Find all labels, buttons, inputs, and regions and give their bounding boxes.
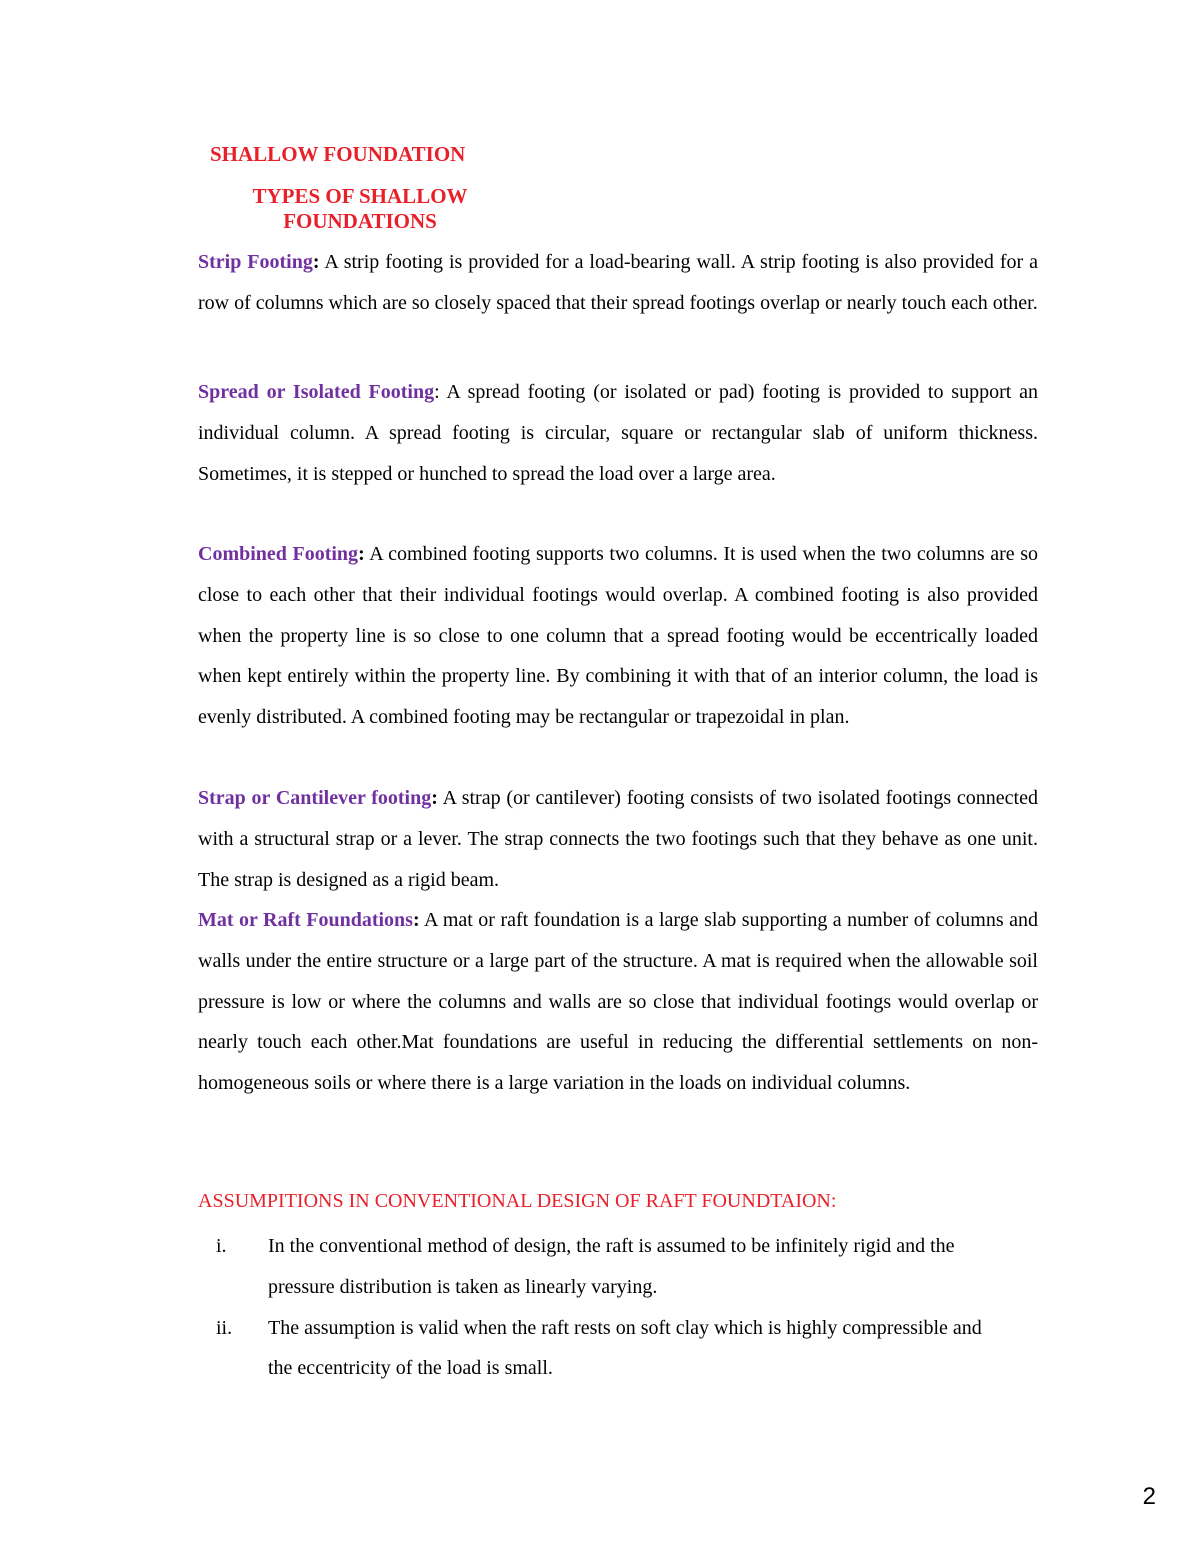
list-marker: ii. [216,1316,233,1339]
section-text: A mat or raft foundation is a large slab supporting a number of columns and walls under the entire structure or a large part of the structure. A mat is required when the allowable soil pressure is low or where the columns and walls are so close that individual footings would overlap or nearly touch each other.Mat foundations are useful in reducing the differential settlements on non-homogeneous soils or where there is a large variation in the loads on individual columns. [198,909,1038,1095]
list-item-text: In the conventional method of design, the raft is assumed to be infinitely rigid and the pressure distribution is taken as linearly varying. [268,1235,955,1298]
section-term: Spread or Isolated Footing [198,381,435,403]
page-title: SHALLOW FOUNDATION [210,142,466,166]
section-text: A strip footing is provided for a load-bearing wall. A strip footing is also provided for a row of columns which are so closely spaced that their spread footings overlap or nearly touch each other. [198,251,1038,314]
section-strip-footing [198,242,1038,324]
section-term: Mat or Raft Foundations [198,909,413,931]
section-colon: : [431,787,438,809]
list-item [198,1308,1038,1390]
section-combined-footing [198,534,1038,738]
section-term: Strap or Cantilever footing [198,787,432,809]
section-term: Strip Footing [198,251,313,273]
section-colon: : [412,909,420,931]
list-item-text: The assumption is valid when the raft rests on soft clay which is highly compressible and the eccentricity of the load is small. [268,1316,982,1380]
section-term: Combined Footing [198,543,359,565]
assumptions-heading: ASSUMPITIONS IN CONVENTIONAL DESIGN OF RAFT FOUNDTAION: [198,1190,837,1212]
page-subtitle: TYPES OF SHALLOW FOUNDATIONS [252,184,468,233]
section-colon: : [312,251,320,273]
section-spread-footing [198,372,1038,494]
section-mat-foundation [198,900,1038,1104]
section-colon: : [358,543,365,565]
section-colon: : [434,381,440,403]
section-text: A strap (or cantilever) footing consists of two isolated footings connected with a structural strap or a lever. The strap connects the two footings such that they behave as one unit. The strap is designed as a rigid beam. [198,787,1038,891]
assumptions-list [198,1226,1038,1389]
page-number: 2 [1142,1483,1156,1510]
section-text: A combined footing supports two columns. It is used when the two columns are so close to each other that their individual footings would overlap. A combined footing is also provided when the property line is so close to one column that a spread footing would be eccentrically loaded when kept entirely within the property line. By combining it with that of an interior column, the load is evenly distributed. A combined footing may be rectangular or trapezoidal in plan. [198,543,1039,729]
list-marker: i. [216,1235,227,1257]
section-strap-footing [198,778,1038,900]
list-item [198,1226,1038,1308]
section-text: A spread footing (or isolated or pad) footing is provided to support an individual column. A spread footing is circular, square or rectangular slab of uniform thickness. Sometimes, it is stepped or hunched to spread the load over a large area. [198,381,1038,485]
